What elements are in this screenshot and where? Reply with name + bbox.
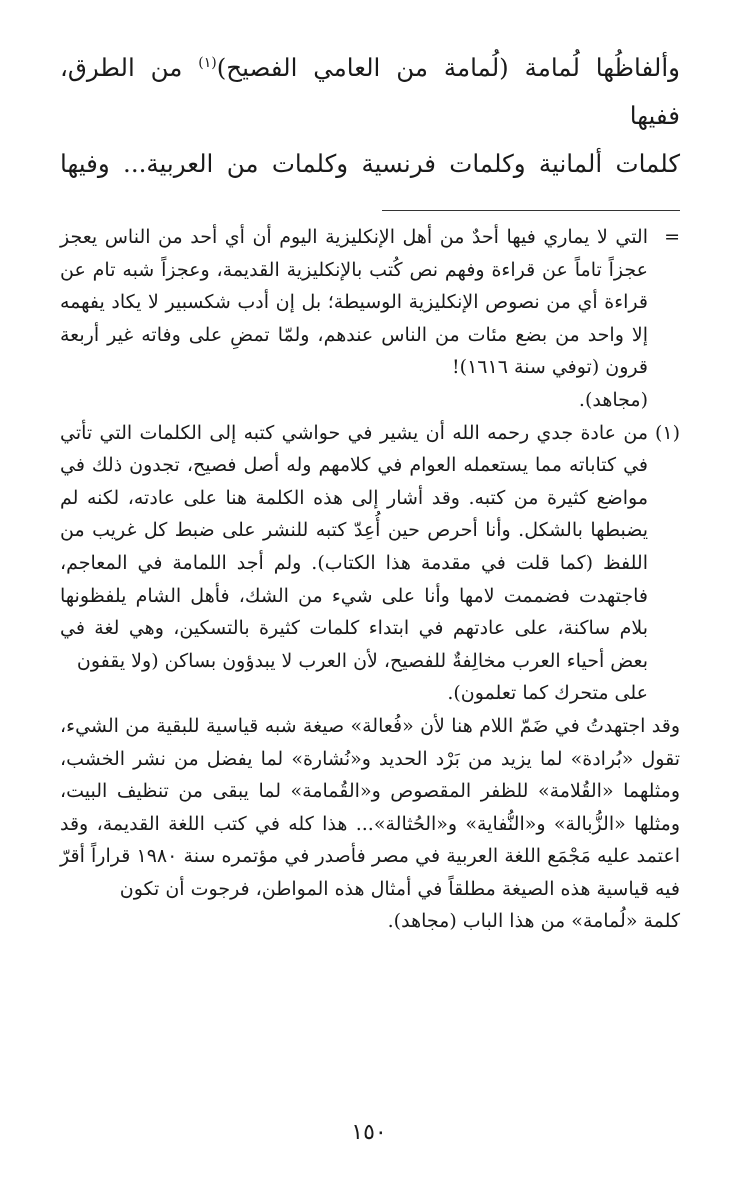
main-text-line-1-end: من الطرق، ففيها [60,53,680,130]
footnote-continuation-text: التي لا يماري فيها أحدٌ من أهل الإنكليزية اليوم أن أي أحد من الناس يعجز عجزاً تاماً عن قراءة وفهم نص كُتب بالإنكليزية القديمة، وعجزاً شبه تام عن قراءة أي من نصوص الإنكليزية الوسيطة؛ بل إن أدب شكسبير لا يكاد يفهمه إلا واحد من بضع مئات من الناس عندهم، ولمّا تمضِ على وفاته غير أربعة قرون (توفي سنة ١٦١٦)! [60,226,648,379]
footnote-1-marker: (١) [654,421,680,444]
footnote-1-paragraph-1-end: على متحرك كما تعلمون). [447,682,648,705]
footnote-separator [382,210,680,211]
footnote-1-paragraph-2-end: كلمة «لُمامة» من هذا الباب (مجاهد). [387,910,680,933]
footnote-1 [60,417,680,710]
main-text-line-2: كلمات ألمانية وكلمات فرنسية وكلمات من العربية... وفيها [60,149,680,178]
footnotes [60,221,680,938]
footnote-1-paragraph-1: من عادة جدي رحمه الله أن يشير في حواشي كتبه إلى الكلمات التي تأتي في كتاباته مما يستعمله العوام في كلامهم وله أصل فصيح، تجدون ذلك في مواضع كثيرة من كتبه. وقد أشار إلى هذه الكلمة هنا على عادته، لكنه لم يضبطها بالشكل. وأنا أحرص حين أُعِدّ كتبه للنشر على ضبط كل غريب من اللفظ (كما قلت في مقدمة هذا الكتاب). ولم أجد اللمامة في المعاجم، فاجتهدت فضممت لامها وأنا على شيء من الشك، فأهل الشام يلفظونها بلام ساكنة، على عادتهم في ابتداء كلمات كثيرة بالتسكين، وهي لغة في بعض أحياء العرب مخالِفةٌ للفصيح، لأن العرب لا يبدؤون بساكن (ولا يقفون [60,421,648,672]
page [60,44,680,938]
footnote-reference: (١) [198,54,217,71]
footnote-1-paragraph-2: وقد اجتهدتُ في ضَمّ اللام هنا لأن «فُعالة» صيغة شبه قياسية للبقية من الشيء، تقول «بُرادة» لما يزيد من بَرْد الحديد و«نُشارة» لما يفضل من نشر الخشب، ومثلهما «القُلامة» للظفر المقصوص و«القُمامة» لما يبقى من تنظيف البيت، ومثلها «الزُّبالة» و«النُّفاية» و«الحُثالة»... هذا كله في كتب اللغة القديمة، وقد اعتمد عليه مَجْمَع اللغة العربية في مصر فأصدر في مؤتمره سنة ١٩٨٠ قراراً أقرّ فيه قياسية هذه الصيغة مطلقاً في أمثال هذه المواطن، فرجوت أن تكون [60,714,680,900]
continuation-marker: = [664,226,680,248]
main-text-line-1-start: وألفاظُها لُمامة (لُمامة من العامي الفصيح) [216,53,680,82]
footnote-continuation [60,221,680,417]
page-number: ١٥٠ [351,1120,387,1145]
main-text-line-1 [60,44,680,140]
footnote-continuation-signature: (مجاهد). [578,388,648,411]
main-text [60,44,680,188]
